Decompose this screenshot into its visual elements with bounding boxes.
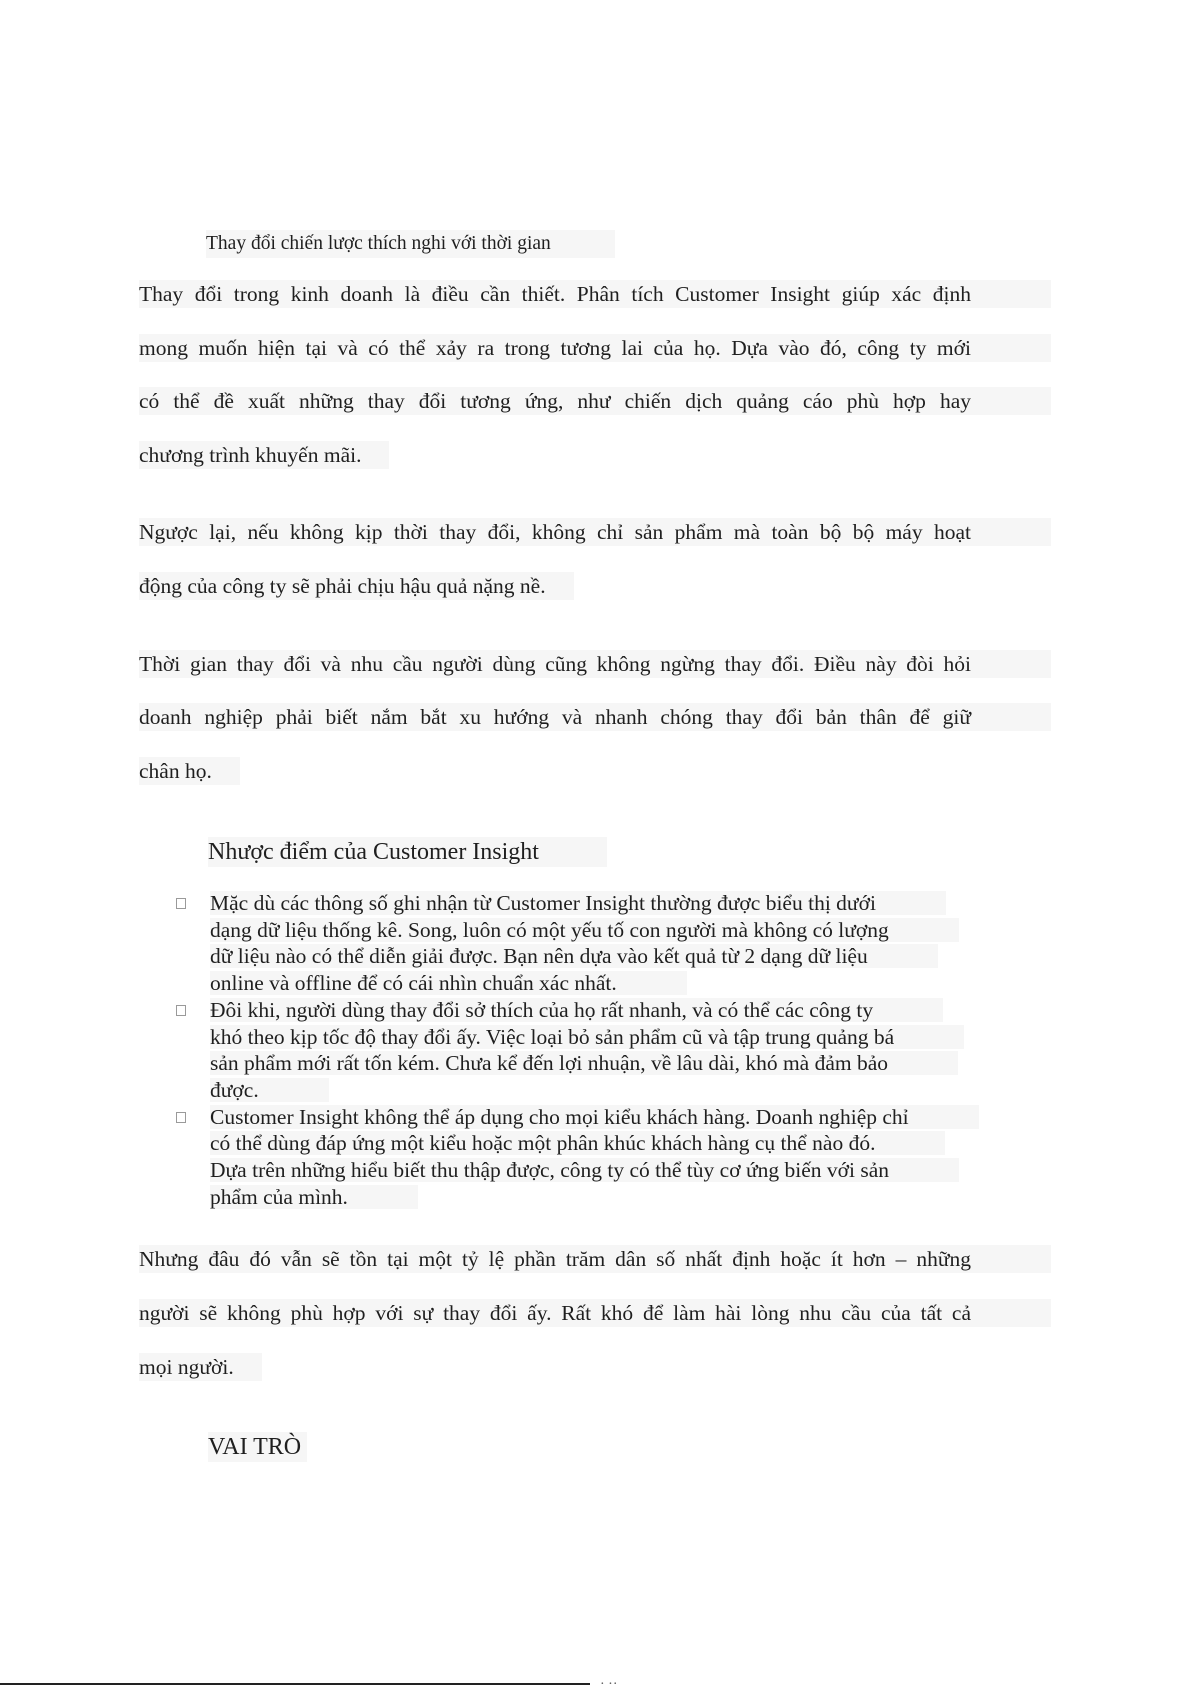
paragraph-3-line-2: doanh nghiệp phải biết nắm bắt xu hướng và nhanh chóng thay đổi bản thân để giữ	[139, 703, 1051, 731]
bullet-list	[176, 890, 1056, 1210]
bullet-square-icon	[176, 1005, 186, 1016]
closing-paragraph-line-3: mọi người.	[139, 1353, 262, 1381]
paragraph-1-line-4: chương trình khuyến mãi.	[139, 441, 389, 469]
section-heading-disadvantages: Nhược điểm của Customer Insight	[208, 837, 607, 867]
bullet-1-line-4: online và offline để có cái nhìn chuẩn xác nhất.	[210, 971, 687, 995]
bullet-3-line-3: Dựa trên những hiểu biết thu thập được, công ty có thể tùy cơ ứng biến với sản	[210, 1158, 959, 1182]
bullet-2-line-3: sản phẩm mới rất tốn kém. Chưa kể đến lợi nhuận, về lâu dài, khó mà đảm bảo	[210, 1051, 958, 1075]
bullet-square-icon	[176, 898, 186, 909]
bullet-square-icon	[176, 1112, 186, 1123]
paragraph-1-line-1: Thay đổi trong kinh doanh là điều cần thiết. Phân tích Customer Insight giúp xác định	[139, 280, 1051, 308]
subheading-adapt-strategy: Thay đổi chiến lược thích nghi với thời gian	[206, 230, 615, 258]
cut-off-text-fragment: · ··	[600, 1677, 618, 1692]
bullet-item	[176, 890, 1056, 997]
bullet-item	[176, 1104, 1056, 1211]
section-heading-role: VAI TRÒ	[208, 1432, 307, 1462]
bullet-item	[176, 997, 1056, 1104]
bullet-3-line-1: Customer Insight không thể áp dụng cho mọi kiểu khách hàng. Doanh nghiệp chỉ	[210, 1105, 979, 1129]
bullet-1-line-1: Mặc dù các thông số ghi nhận từ Customer Insight thường được biểu thị dưới	[210, 891, 946, 915]
bullet-1-line-2: dạng dữ liệu thống kê. Song, luôn có một yếu tố con người mà không có lượng	[210, 918, 959, 942]
bullet-2-line-4: được.	[210, 1078, 329, 1102]
paragraph-2-line-1: Ngược lại, nếu không kịp thời thay đổi, không chỉ sản phẩm mà toàn bộ bộ máy hoạt	[139, 518, 1051, 546]
paragraph-3-line-1: Thời gian thay đổi và nhu cầu người dùng cũng không ngừng thay đổi. Điều này đòi hỏi	[139, 650, 1051, 678]
bullet-2-line-1: Đôi khi, người dùng thay đổi sở thích của họ rất nhanh, và có thể các công ty	[210, 998, 943, 1022]
bullet-2-line-2: khó theo kịp tốc độ thay đổi ấy. Việc loại bỏ sản phẩm cũ và tập trung quảng bá	[210, 1025, 964, 1049]
paragraph-3-line-3: chân họ.	[139, 757, 240, 785]
closing-paragraph-line-2: người sẽ không phù hợp với sự thay đổi ấy. Rất khó để làm hài lòng nhu cầu của tất cả	[139, 1299, 1051, 1327]
bullet-1-line-3: dữ liệu nào có thể diễn giải được. Bạn nên dựa vào kết quả từ 2 dạng dữ liệu	[210, 944, 938, 968]
paragraph-2-line-2: động của công ty sẽ phải chịu hậu quả nặng nề.	[139, 572, 574, 600]
paragraph-1-line-2: mong muốn hiện tại và có thể xảy ra trong tương lai của họ. Dựa vào đó, công ty mới	[139, 334, 1051, 362]
paragraph-1-line-3: có thể đề xuất những thay đổi tương ứng, như chiến dịch quảng cáo phù hợp hay	[139, 387, 1051, 415]
bullet-3-line-4: phẩm của mình.	[210, 1185, 418, 1209]
bullet-3-line-2: có thể dùng đáp ứng một kiểu hoặc một phân khúc khách hàng cụ thể nào đó.	[210, 1131, 945, 1155]
closing-paragraph-line-1: Nhưng đâu đó vẫn sẽ tồn tại một tỷ lệ phần trăm dân số nhất định hoặc ít hơn – những	[139, 1245, 1051, 1273]
